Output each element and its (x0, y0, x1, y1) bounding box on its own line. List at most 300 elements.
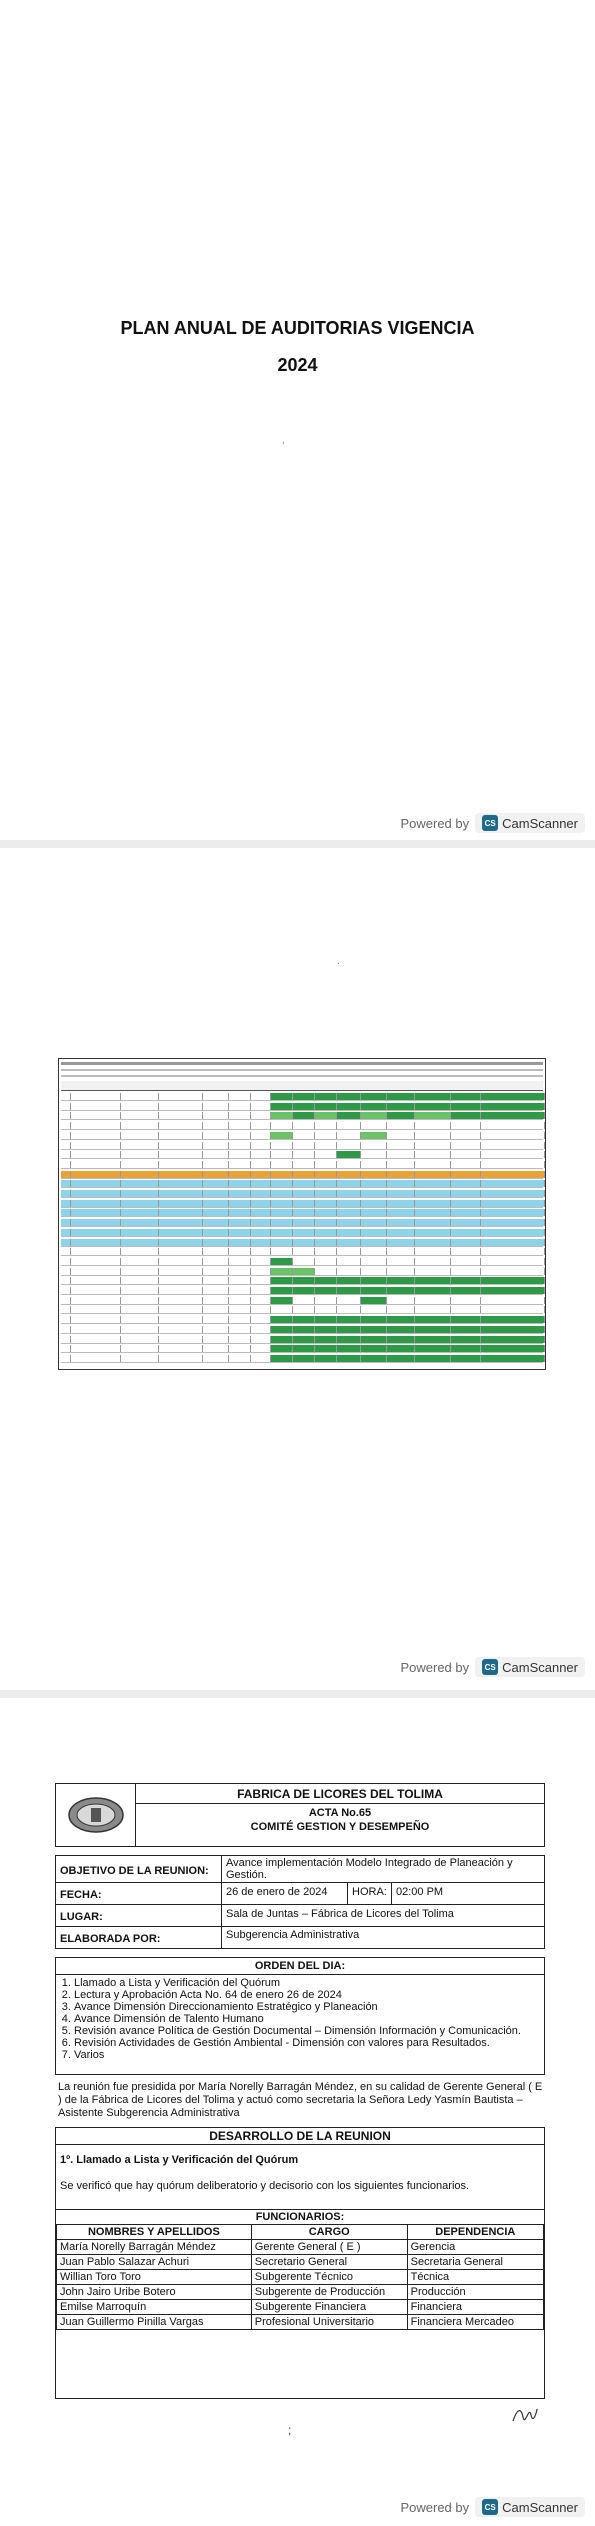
schedule-cell (315, 1209, 337, 1216)
schedule-cell (159, 1277, 203, 1284)
schedule-cell (71, 1258, 121, 1265)
schedule-cell (271, 1200, 293, 1207)
schedule-cell (159, 1093, 203, 1100)
schedule-cell (293, 1093, 315, 1100)
schedule-cell (71, 1277, 121, 1284)
schedule-cell (251, 1268, 271, 1275)
schedule-cell (121, 1287, 159, 1294)
schedule-cell (71, 1151, 121, 1158)
schedule-cell (159, 1248, 203, 1255)
schedule-cell (159, 1355, 203, 1362)
schedule-cell (293, 1306, 315, 1313)
schedule-cell (71, 1248, 121, 1255)
table-cell: Gerente General ( E ) (251, 2240, 407, 2255)
schedule-cell (203, 1161, 229, 1168)
schedule-cell (293, 1219, 315, 1226)
schedule-row (61, 1355, 543, 1363)
schedule-cell (121, 1248, 159, 1255)
schedule-cell (251, 1248, 271, 1255)
schedule-cell (293, 1200, 315, 1207)
schedule-row (61, 1277, 543, 1285)
scan-speck: , (282, 435, 285, 446)
schedule-cell (159, 1316, 203, 1323)
camscanner-badge (475, 1657, 585, 1677)
schedule-cell (361, 1200, 387, 1207)
schedule-cell (251, 1277, 271, 1284)
schedule-cell (415, 1180, 451, 1187)
schedule-cell (121, 1209, 159, 1216)
schedule-cell (415, 1171, 451, 1178)
grid-header-row (61, 1081, 543, 1091)
schedule-cell (229, 1142, 251, 1149)
schedule-cell (451, 1355, 481, 1362)
schedule-cell (271, 1161, 293, 1168)
schedule-cell (315, 1200, 337, 1207)
schedule-cell (203, 1103, 229, 1110)
orden-item: 2. Lectura y Aprobación Acta No. 64 de enero 26 de 2024 (74, 1989, 536, 2001)
elaborada-label: ELABORADA POR: (56, 1927, 222, 1949)
schedule-cell (361, 1306, 387, 1313)
schedule-cell (451, 1306, 481, 1313)
schedule-cell (271, 1093, 293, 1100)
schedule-cell (361, 1190, 387, 1197)
schedule-cell (251, 1200, 271, 1207)
schedule-cell (203, 1122, 229, 1129)
schedule-cell (121, 1132, 159, 1139)
schedule-cell (159, 1161, 203, 1168)
schedule-cell (415, 1190, 451, 1197)
schedule-cell (315, 1093, 337, 1100)
schedule-cell (229, 1122, 251, 1129)
schedule-cell (229, 1239, 251, 1246)
schedule-cell (481, 1287, 545, 1294)
schedule-cell (315, 1190, 337, 1197)
schedule-cell (451, 1200, 481, 1207)
schedule-cell (315, 1239, 337, 1246)
company-name: FABRICA DE LICORES DEL TOLIMA (136, 1784, 544, 1804)
schedule-cell (271, 1229, 293, 1236)
schedule-cell (293, 1297, 315, 1304)
table-cell: María Norelly Barragán Méndez (57, 2240, 252, 2255)
schedule-cell (159, 1345, 203, 1352)
schedule-cell (415, 1326, 451, 1333)
schedule-cell (203, 1151, 229, 1158)
schedule-cell (387, 1209, 415, 1216)
orden-del-dia (55, 1957, 545, 2075)
schedule-cell (387, 1306, 415, 1313)
schedule-cell (251, 1171, 271, 1178)
schedule-cell (71, 1142, 121, 1149)
schedule-cell (415, 1161, 451, 1168)
schedule-cell (415, 1316, 451, 1323)
schedule-cell (293, 1316, 315, 1323)
schedule-cell (251, 1297, 271, 1304)
camscanner-watermark (400, 2496, 585, 2518)
table-cell: Emilse Marroquín (57, 2300, 252, 2315)
schedule-cell (61, 1161, 71, 1168)
schedule-cell (315, 1151, 337, 1158)
schedule-cell (315, 1306, 337, 1313)
schedule-cell (293, 1161, 315, 1168)
table-cell: Juan Guillermo Pinilla Vargas (57, 2315, 252, 2330)
table-header: CARGO (251, 2225, 407, 2240)
schedule-cell (61, 1258, 71, 1265)
table-row (57, 2270, 544, 2285)
table-row (57, 2255, 544, 2270)
schedule-cell (71, 1219, 121, 1226)
schedule-cell (71, 1306, 121, 1313)
schedule-cell (451, 1171, 481, 1178)
schedule-cell (293, 1355, 315, 1362)
schedule-cell (203, 1268, 229, 1275)
table-row (57, 2300, 544, 2315)
schedule-cell (271, 1336, 293, 1343)
schedule-cell (159, 1219, 203, 1226)
schedule-cell (293, 1287, 315, 1294)
schedule-cell (415, 1287, 451, 1294)
schedule-cell (71, 1268, 121, 1275)
schedule-cell (387, 1277, 415, 1284)
schedule-cell (361, 1093, 387, 1100)
schedule-cell (159, 1142, 203, 1149)
schedule-cell (251, 1306, 271, 1313)
lugar-label: LUGAR: (56, 1905, 222, 1927)
schedule-cell (293, 1171, 315, 1178)
camscanner-brand: CamScanner (502, 2499, 578, 2515)
schedule-cell (203, 1180, 229, 1187)
schedule-cell (251, 1345, 271, 1352)
schedule-cell (203, 1112, 229, 1119)
schedule-cell (159, 1132, 203, 1139)
schedule-cell (203, 1345, 229, 1352)
schedule-cell (229, 1180, 251, 1187)
schedule-row (61, 1209, 543, 1217)
schedule-cell (451, 1103, 481, 1110)
schedule-cell (481, 1277, 545, 1284)
schedule-cell (361, 1316, 387, 1323)
schedule-cell (251, 1142, 271, 1149)
schedule-cell (415, 1306, 451, 1313)
schedule-cell (251, 1151, 271, 1158)
schedule-cell (159, 1336, 203, 1343)
schedule-cell (315, 1161, 337, 1168)
schedule-cell (481, 1093, 545, 1100)
schedule-cell (451, 1209, 481, 1216)
schedule-cell (415, 1200, 451, 1207)
schedule-cell (229, 1248, 251, 1255)
orden-item: 6. Revisión Actividades de Gestión Ambiental - Dimensión con valores para Resultados. (74, 2037, 536, 2049)
schedule-cell (229, 1355, 251, 1362)
schedule-cell (387, 1142, 415, 1149)
powered-by-text: Powered by (400, 1659, 470, 1675)
schedule-cell (481, 1248, 545, 1255)
section1-text: Se verificó que hay quórum deliberatorio y decisorio con los siguientes funcionarios. (60, 2180, 470, 2192)
schedule-cell (387, 1336, 415, 1343)
schedule-cell (481, 1345, 545, 1352)
schedule-cell (451, 1316, 481, 1323)
schedule-cell (71, 1297, 121, 1304)
schedule-cell (251, 1190, 271, 1197)
schedule-cell (337, 1355, 361, 1362)
schedule-cell (387, 1161, 415, 1168)
schedule-cell (361, 1229, 387, 1236)
company-logo (56, 1784, 136, 1846)
schedule-cell (387, 1316, 415, 1323)
schedule-cell (121, 1200, 159, 1207)
schedule-cell (387, 1297, 415, 1304)
schedule-row (61, 1268, 543, 1276)
schedule-cell (203, 1248, 229, 1255)
schedule-cell (121, 1142, 159, 1149)
schedule-cell (251, 1355, 271, 1362)
schedule-cell (159, 1287, 203, 1294)
schedule-row (61, 1248, 543, 1256)
schedule-cell (203, 1132, 229, 1139)
schedule-cell (229, 1268, 251, 1275)
schedule-cell (481, 1142, 545, 1149)
camscanner-brand: CamScanner (502, 815, 578, 831)
schedule-cell (61, 1180, 71, 1187)
schedule-cell (203, 1219, 229, 1226)
schedule-cell (121, 1229, 159, 1236)
schedule-cell (337, 1316, 361, 1323)
schedule-cell (61, 1355, 71, 1362)
schedule-cell (481, 1297, 545, 1304)
hora-value: 02:00 PM (392, 1883, 544, 1905)
schedule-cell (71, 1132, 121, 1139)
camscanner-logo-icon: CS (482, 815, 498, 831)
schedule-cell (61, 1287, 71, 1294)
schedule-cell (229, 1093, 251, 1100)
schedule-cell (451, 1093, 481, 1100)
schedule-cell (271, 1306, 293, 1313)
schedule-row (61, 1258, 543, 1266)
schedule-cell (387, 1345, 415, 1352)
schedule-cell (451, 1180, 481, 1187)
schedule-cell (481, 1161, 545, 1168)
schedule-cell (251, 1209, 271, 1216)
camscanner-watermark (400, 812, 585, 834)
schedule-cell (361, 1326, 387, 1333)
schedule-cell (203, 1190, 229, 1197)
schedule-cell (61, 1142, 71, 1149)
schedule-cell (121, 1258, 159, 1265)
schedule-cell (61, 1326, 71, 1333)
schedule-cell (451, 1151, 481, 1158)
schedule-cell (61, 1316, 71, 1323)
schedule-row (61, 1229, 543, 1237)
schedule-cell (159, 1200, 203, 1207)
schedule-cell (315, 1287, 337, 1294)
schedule-cell (121, 1277, 159, 1284)
schedule-cell (315, 1326, 337, 1333)
schedule-cell (71, 1103, 121, 1110)
schedule-cell (361, 1248, 387, 1255)
schedule-row (61, 1122, 543, 1130)
schedule-cell (451, 1190, 481, 1197)
schedule-cell (121, 1190, 159, 1197)
schedule-cell (251, 1258, 271, 1265)
schedule-cell (337, 1258, 361, 1265)
scan-speck: ; (288, 2423, 292, 2437)
schedule-cell (415, 1277, 451, 1284)
schedule-cell (337, 1248, 361, 1255)
grid-heading-line (61, 1062, 543, 1065)
schedule-cell (271, 1326, 293, 1333)
schedule-cell (415, 1229, 451, 1236)
schedule-cell (121, 1219, 159, 1226)
table-cell: Financiera (407, 2300, 543, 2315)
schedule-cell (271, 1268, 293, 1275)
schedule-cell (61, 1297, 71, 1304)
schedule-cell (61, 1171, 71, 1178)
schedule-cell (415, 1219, 451, 1226)
table-row (57, 2315, 544, 2330)
schedule-cell (271, 1219, 293, 1226)
schedule-row (61, 1345, 543, 1353)
schedule-cell (361, 1171, 387, 1178)
schedule-cell (271, 1209, 293, 1216)
schedule-cell (415, 1103, 451, 1110)
table-cell: Subgerente de Producción (251, 2285, 407, 2300)
schedule-cell (451, 1248, 481, 1255)
schedule-cell (315, 1316, 337, 1323)
schedule-cell (229, 1103, 251, 1110)
schedule-cell (229, 1209, 251, 1216)
schedule-cell (121, 1336, 159, 1343)
schedule-cell (337, 1326, 361, 1333)
schedule-cell (251, 1103, 271, 1110)
schedule-row (61, 1316, 543, 1324)
schedule-cell (159, 1229, 203, 1236)
schedule-cell (451, 1326, 481, 1333)
schedule-cell (159, 1239, 203, 1246)
schedule-cell (361, 1336, 387, 1343)
schedule-cell (61, 1248, 71, 1255)
schedule-cell (481, 1190, 545, 1197)
schedule-cell (481, 1239, 545, 1246)
schedule-cell (71, 1326, 121, 1333)
grid-heading-line (61, 1075, 543, 1077)
schedule-cell (361, 1297, 387, 1304)
objetivo-label: OBJETIVO DE LA REUNION: (56, 1856, 222, 1883)
schedule-cell (415, 1142, 451, 1149)
schedule-cell (293, 1103, 315, 1110)
schedule-cell (387, 1112, 415, 1119)
schedule-cell (361, 1132, 387, 1139)
schedule-cell (251, 1326, 271, 1333)
schedule-cell (229, 1161, 251, 1168)
table-cell: Secretario General (251, 2255, 407, 2270)
schedule-cell (361, 1355, 387, 1362)
schedule-cell (481, 1316, 545, 1323)
schedule-cell (315, 1336, 337, 1343)
table-cell: Técnica (407, 2270, 543, 2285)
schedule-cell (415, 1112, 451, 1119)
schedule-cell (337, 1229, 361, 1236)
orden-item: 4. Avance Dimensión de Talento Humano (74, 2013, 536, 2025)
schedule-cell (203, 1355, 229, 1362)
schedule-cell (71, 1239, 121, 1246)
schedule-cell (315, 1355, 337, 1362)
schedule-cell (451, 1122, 481, 1129)
orden-list (56, 1975, 544, 2061)
funcionarios-title: FUNCIONARIOS: (56, 2209, 544, 2223)
schedule-cell (61, 1268, 71, 1275)
schedule-cell (337, 1345, 361, 1352)
table-cell: Subgerente Financiera (251, 2300, 407, 2315)
schedule-cell (415, 1268, 451, 1275)
schedule-cell (481, 1112, 545, 1119)
schedule-row (61, 1171, 543, 1179)
schedule-cell (271, 1122, 293, 1129)
schedule-cell (71, 1209, 121, 1216)
signature-scribble (511, 2403, 539, 2425)
orden-title: ORDEN DEL DIA: (56, 1958, 544, 1975)
schedule-cell (481, 1200, 545, 1207)
schedule-cell (481, 1219, 545, 1226)
schedule-cell (159, 1112, 203, 1119)
schedule-cell (271, 1142, 293, 1149)
schedule-cell (71, 1355, 121, 1362)
schedule-row (61, 1200, 543, 1208)
schedule-cell (451, 1239, 481, 1246)
schedule-cell (451, 1336, 481, 1343)
table-cell: Financiera Mercadeo (407, 2315, 543, 2330)
schedule-cell (387, 1103, 415, 1110)
schedule-cell (337, 1277, 361, 1284)
schedule-cell (361, 1209, 387, 1216)
schedule-cell (229, 1345, 251, 1352)
committee-name: COMITÉ GESTION Y DESEMPEÑO (250, 1821, 430, 1833)
schedule-cell (71, 1336, 121, 1343)
schedule-cell (415, 1209, 451, 1216)
schedule-cell (271, 1132, 293, 1139)
schedule-cell (387, 1219, 415, 1226)
schedule-cell (337, 1103, 361, 1110)
table-cell: Producción (407, 2285, 543, 2300)
schedule-cell (293, 1180, 315, 1187)
schedule-cell (337, 1180, 361, 1187)
schedule-cell (251, 1239, 271, 1246)
schedule-cell (121, 1316, 159, 1323)
schedule-row (61, 1297, 543, 1305)
schedule-cell (387, 1258, 415, 1265)
audit-schedule-image (58, 1058, 546, 1370)
schedule-cell (315, 1122, 337, 1129)
hora-label: HORA: (348, 1883, 392, 1905)
schedule-cell (387, 1190, 415, 1197)
schedule-cell (61, 1103, 71, 1110)
schedule-cell (271, 1190, 293, 1197)
schedule-cell (337, 1112, 361, 1119)
schedule-cell (159, 1151, 203, 1158)
schedule-cell (337, 1268, 361, 1275)
schedule-row (61, 1151, 543, 1159)
schedule-cell (315, 1219, 337, 1226)
table-row (57, 2240, 544, 2255)
schedule-cell (121, 1171, 159, 1178)
schedule-cell (251, 1112, 271, 1119)
schedule-cell (361, 1142, 387, 1149)
schedule-row (61, 1180, 543, 1188)
schedule-cell (203, 1297, 229, 1304)
schedule-row (61, 1093, 543, 1101)
schedule-cell (121, 1355, 159, 1362)
schedule-cell (121, 1297, 159, 1304)
schedule-row (61, 1132, 543, 1140)
schedule-row (61, 1112, 543, 1120)
